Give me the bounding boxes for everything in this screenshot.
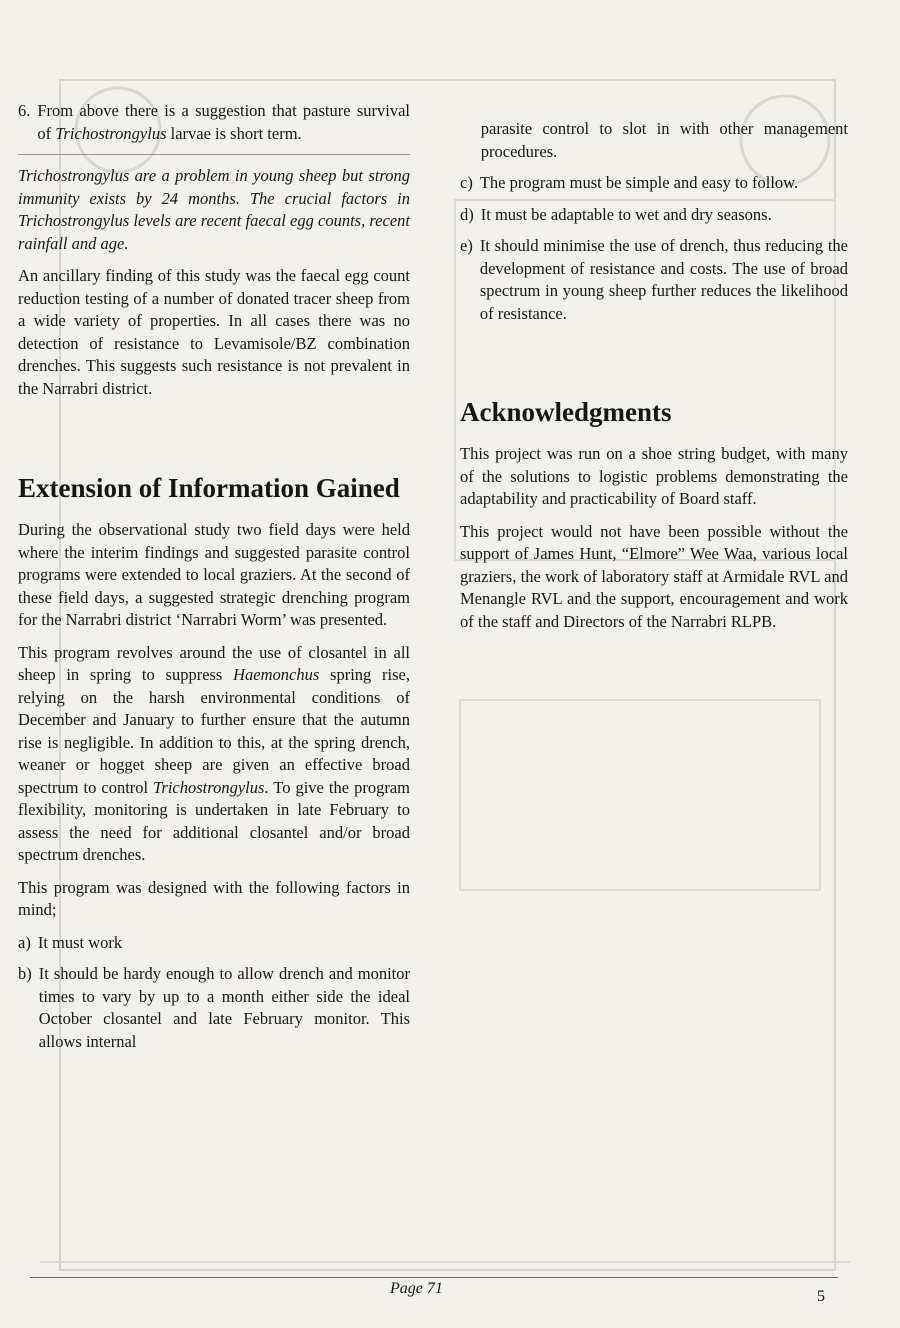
item-label: c) (460, 173, 473, 192)
factor-b (18, 963, 410, 1053)
footer-rule (30, 1277, 838, 1278)
ancillary-finding-paragraph: An ancillary finding of this study was the faecal egg count reduction testing of a number of donated tracer sheep from a wide variety of properties. In all cases there was no detection of resistance to Levamisole/BZ combination drenches. This suggests such resistance is not prevalent in the Narrabri district. (18, 266, 410, 398)
page-number: 5 (817, 1288, 825, 1305)
section-heading-acknowledgments: Acknowledgments (460, 397, 672, 427)
item-label: e) (460, 236, 473, 255)
divider (18, 154, 410, 155)
species-name: Haemonchus (233, 665, 320, 684)
program-paragraph: This program revolves around the use of closantel in all sheep in spring to suppress Haemonchus spring rise, relying on the harsh environmental conditions of December and January to further ensure that the autumn rise is negligible. In addition to this, at the spring drench, weaner or hogget sheep are given an effective broad spectrum to control Trichostrongylus. To give the program flexibility, monitoring is undertaken in late February to assess the need for additional closantel and/or broad spectrum drenches. (18, 642, 410, 864)
item-label: d) (460, 204, 474, 224)
acknowledgment-paragraph-1: This project was run on a shoe string budget, with many of the solutions to logistic problems demonstrating the adaptability and practicability of Board staff. (460, 444, 848, 508)
factor-c (460, 172, 848, 195)
item-text: It must work (37, 932, 123, 952)
right-column (460, 118, 848, 643)
field-days-paragraph: During the observational study two field days were held where the interim findings and suggested parasite control programs were extended to local graziers. At the second of these field days, a suggested strategic drenching program for the Narrabri district ‘Narrabri Worm’ was presented. (18, 520, 410, 629)
factor-b-continued (460, 118, 848, 163)
section-heading-extension: Extension of Information Gained (18, 473, 400, 503)
item-text: It should minimise the use of drench, thus reducing the development of resistance and costs. The use of broad spectrum in young sheep further reduces the likelihood of resistance. (479, 236, 848, 323)
factors-intro: This program was designed with the following factors in mind; (18, 877, 410, 919)
acknowledgment-paragraph-2: This project would not have been possible without the support of James Hunt, “Elmore” Wee Waa, various local graziers, the work of laboratory staff at Armidale RVL and Menangle RVL and the support, encouragement and work of the staff and Directors of the Narrabri RLPB. (460, 521, 848, 631)
finding-item-6 (18, 100, 410, 145)
item-label: 6. (18, 101, 31, 120)
item-text: It should be hardy enough to allow drench and monitor times to vary by up to a month either side the ideal October closantel and late February monitor. This allows internal (38, 964, 410, 1051)
summary-text: Trichostrongylus are a problem in young sheep but strong immunity exists by 24 months. The crucial factors in Trichostrongylus levels are recent faecal egg counts, recent rainfall and age. (18, 166, 410, 253)
species-name: Trichostrongylus (153, 777, 265, 797)
item-label: a) (18, 932, 31, 952)
page-label: Page 71 (390, 1280, 443, 1297)
species-name: Trichostrongylus (55, 123, 167, 143)
factor-d (460, 204, 848, 227)
item-text: The program must be simple and easy to follow. (479, 173, 799, 192)
item-label: b) (18, 964, 32, 983)
item-text: It must be adaptable to wet and dry seasons. (480, 204, 772, 224)
factor-e (460, 235, 848, 325)
left-column (18, 100, 410, 1062)
item-text: From above there is a suggestion that pasture survival of Trichostrongylus larvae is short term. (37, 101, 410, 143)
factor-a (18, 932, 410, 955)
item-text: parasite control to slot in with other management procedures. (480, 119, 848, 161)
